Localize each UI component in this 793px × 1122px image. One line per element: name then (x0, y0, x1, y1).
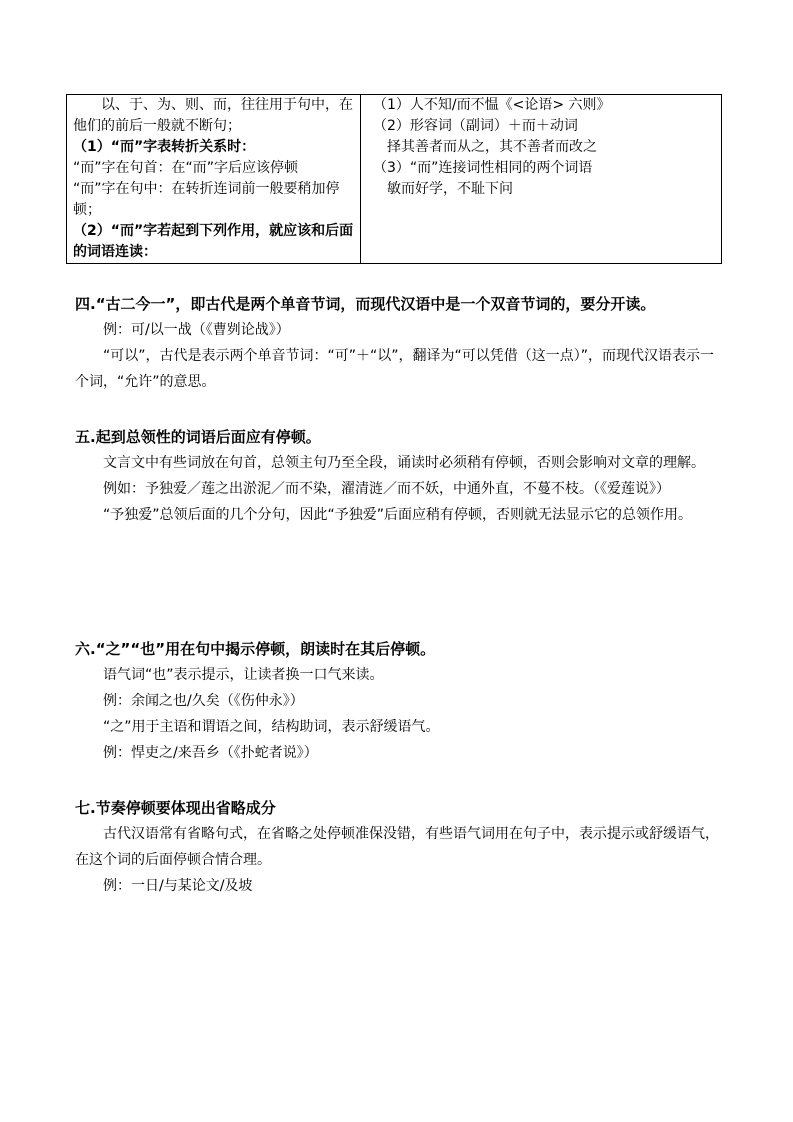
section-paragraph: “之”用于主语和谓语之间，结构助词，表示舒缓语气。 (103, 719, 440, 735)
section-paragraph: 例：余闻之也/久矣（《伤仲永》） (103, 693, 304, 709)
rules-table (66, 94, 722, 264)
table-row (67, 95, 722, 264)
section-paragraph: 例：可/以一战（《曹刿论战》） (103, 322, 290, 338)
table-right-cell (361, 95, 722, 264)
section-paragraph: 语气词“也”表示提示，让读者换一口气来读。 (103, 667, 384, 683)
table-left-line: （2）“而”字若起到下列作用，就应该和后面的词语连读： (73, 223, 354, 260)
table-left-line: 以、于、为、则、而，往往用于句中，在他们的前后一般就不断句； (73, 97, 353, 134)
section-heading: 四.“古二今一”，即古代是两个单音节词，而现代汉语中是一个双音节词的，要分开读。 (75, 295, 656, 313)
section-paragraph: 例：一日/与某论文/及坡 (103, 878, 253, 894)
table-right-line: （2）形容词（副词）＋而＋动词 (373, 118, 578, 134)
section-heading: 六.“之”“也”用在句中揭示停顿，朗读时在其后停顿。 (75, 640, 436, 658)
section-four (75, 291, 725, 395)
table-left-line: “而”字在句中：在转折连词前一般要稍加停顿； (73, 181, 340, 218)
section-paragraph: “予独爱”总领后面的几个分句，因此“予独爱”后面应稍有停顿，否则就无法显示它的总领作用。 (103, 507, 693, 523)
section-seven (75, 795, 725, 899)
section-heading: 五.起到总领性的词语后面应有停顿。 (75, 428, 321, 446)
section-paragraph: 古代汉语常有省略句式，在省略之处停顿准保没错，有些语气词用在句子中，表示提示或舒缓语气，在这个词的后面停顿合情合理。 (75, 826, 719, 868)
section-heading: 七.节奏停顿要体现出省略成分 (75, 799, 276, 817)
table-left-cell (67, 95, 361, 264)
section-five (75, 424, 725, 528)
table-left-line: “而”字在句首：在“而”字后应该停顿 (73, 160, 299, 176)
table-left-line: （1）“而”字表转折关系时： (73, 139, 256, 155)
section-six (75, 636, 725, 766)
section-paragraph: “可以”，古代是表示两个单音节词：“可”＋“以”，翻译为“可以凭借（这一点）”，而现代汉语表示一个词，“允许”的意思。 (75, 348, 715, 390)
table-right-line: （1）人不知/而不愠《<论语> 六则》 (373, 97, 611, 113)
table-right-line: （3）“而”连接词性相同的两个词语 (373, 160, 593, 176)
table-right-line: 敏而好学，不耻下问 (387, 181, 513, 197)
table-right-line: 择其善者而从之，其不善者而改之 (387, 139, 597, 155)
section-paragraph: 例如：予独爱／莲之出淤泥／而不染，濯清涟／而不妖，中通外直，不蔓不枝。（《爱莲说》） (103, 481, 670, 497)
section-paragraph: 文言文中有些词放在句首，总领主句乃至全段，诵读时必须稍有停顿，否则会影响对文章的理解。 (103, 455, 705, 471)
section-paragraph: 例：悍吏之/来吾乡（《扑蛇者说》） (103, 745, 318, 761)
